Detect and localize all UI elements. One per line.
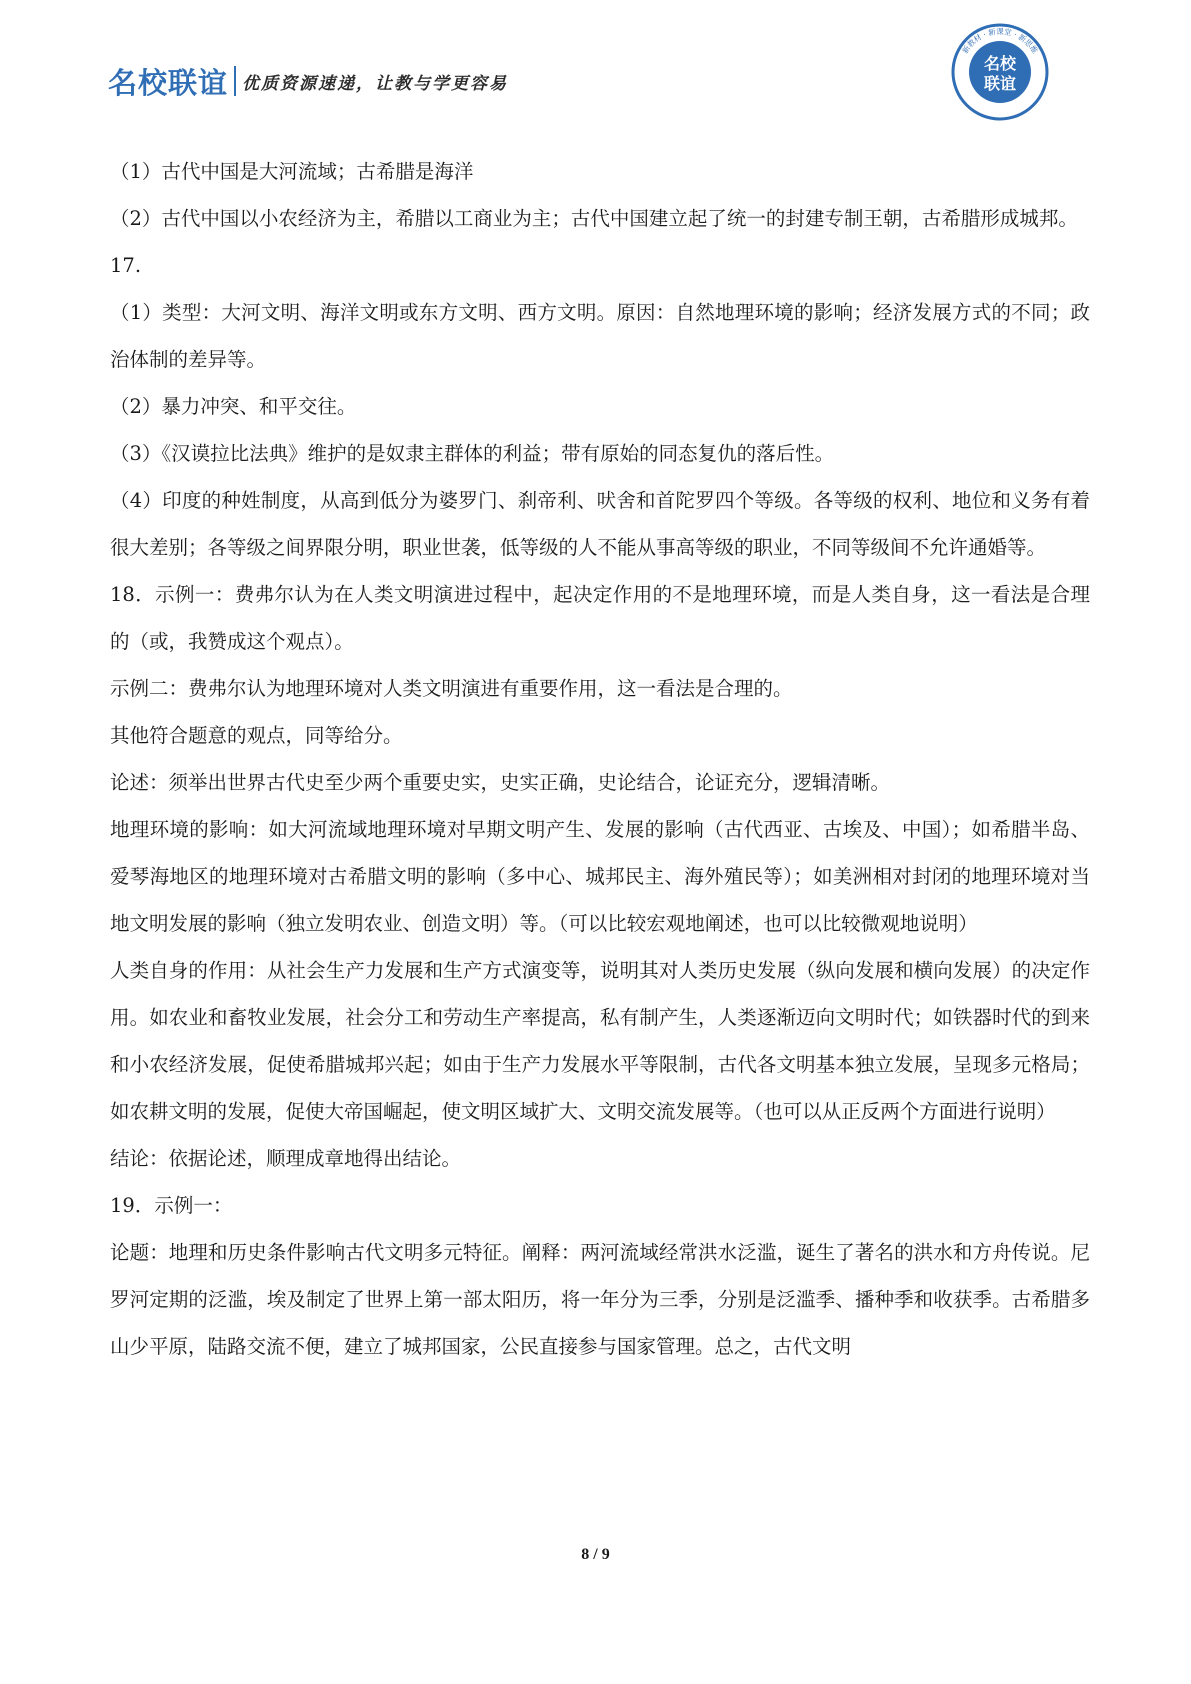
header (108, 58, 508, 104)
paragraph: （4）印度的种姓制度，从高到低分为婆罗门、刹帝利、吠舍和首陀罗四个等级。各等级的权利、地位和义务有着很大差别；各等级之间界限分明，职业世袭，低等级的人不能从事高等级的职业，不同等级间不允许通婚等。 (110, 489, 1090, 559)
seal-text-bottom: 联谊 (983, 74, 1017, 93)
brand-logo-text: 名校联谊 (108, 65, 229, 100)
paragraph: 地理环境的影响：如大河流域地理环境对早期文明产生、发展的影响（古代西亚、古埃及、中国）；如希腊半岛、爱琴海地区的地理环境对古希腊文明的影响（多中心、城邦民主、海外殖民等）；如美洲相对封闭的地理环境对当地文明发展的影响（独立发明农业、创造文明）等。（可以比较宏观地阐述，也可以比较微观地说明） (110, 818, 1090, 935)
document-body (110, 148, 1090, 1370)
paragraph: （2）古代中国以小农经济为主，希腊以工商业为主；古代中国建立起了统一的封建专制王朝，古希腊形成城邦。 (110, 207, 1078, 230)
school-seal-logo (950, 22, 1050, 122)
seal-ring-text: 新教材 · 新课堂 · 新思维 (960, 27, 1040, 56)
seal-text-top: 名校 (983, 54, 1017, 73)
paragraph: 论述：须举出世界古代史至少两个重要史实，史实正确，史论结合，论证充分，逻辑清晰。 (110, 771, 891, 794)
paragraph: 示例二：费弗尔认为地理环境对人类文明演进有重要作用，这一看法是合理的。 (110, 677, 793, 700)
paragraph: 结论：依据论述，顺理成章地得出结论。 (110, 1147, 462, 1170)
paragraph: （1）古代中国是大河流域；古希腊是海洋 (110, 160, 474, 183)
paragraph: （1）类型：大河文明、海洋文明或东方文明、西方文明。原因：自然地理环境的影响；经济发展方式的不同；政治体制的差异等。 (110, 301, 1090, 371)
paragraph: 18．示例一：费弗尔认为在人类文明演进过程中，起决定作用的不是地理环境，而是人类自身，这一看法是合理的（或，我赞成这个观点）。 (110, 583, 1090, 653)
paragraph: 其他符合题意的观点，同等给分。 (110, 724, 403, 747)
paragraph: 论题：地理和历史条件影响古代文明多元特征。阐释：两河流域经常洪水泛滥，诞生了著名的洪水和方舟传说。尼罗河定期的泛滥，埃及制定了世界上第一部太阳历，将一年分为三季，分别是泛滥季、播种季和收获季。古希腊多山少平原，陆路交流不便，建立了城邦国家，公民直接参与国家管理。总之，古代文明 (110, 1241, 1090, 1358)
paragraph: 19．示例一： (110, 1194, 233, 1217)
header-slogan: 优质资源速递，让教与学更容易 (242, 73, 509, 94)
paragraph: 人类自身的作用：从社会生产力发展和生产方式演变等，说明其对人类历史发展（纵向发展和横向发展）的决定作用。如农业和畜牧业发展，社会分工和劳动生产率提高，私有制产生，人类逐渐迈向文明时代；如铁器时代的到来和小农经济发展，促使希腊城邦兴起；如由于生产力发展水平等限制，古代各文明基本独立发展，呈现多元格局；如农耕文明的发展，促使大帝国崛起，使文明区域扩大、文明交流发展等。（也可以从正反两个方面进行说明） (110, 959, 1090, 1123)
paragraph: （3）《汉谟拉比法典》维护的是奴隶主群体的利益；带有原始的同态复仇的落后性。 (110, 442, 835, 465)
question-number: 17. (110, 254, 142, 277)
header-divider (234, 66, 236, 96)
page-number: 8 / 9 (581, 1546, 610, 1563)
paragraph: （2）暴力冲突、和平交往。 (110, 395, 357, 418)
